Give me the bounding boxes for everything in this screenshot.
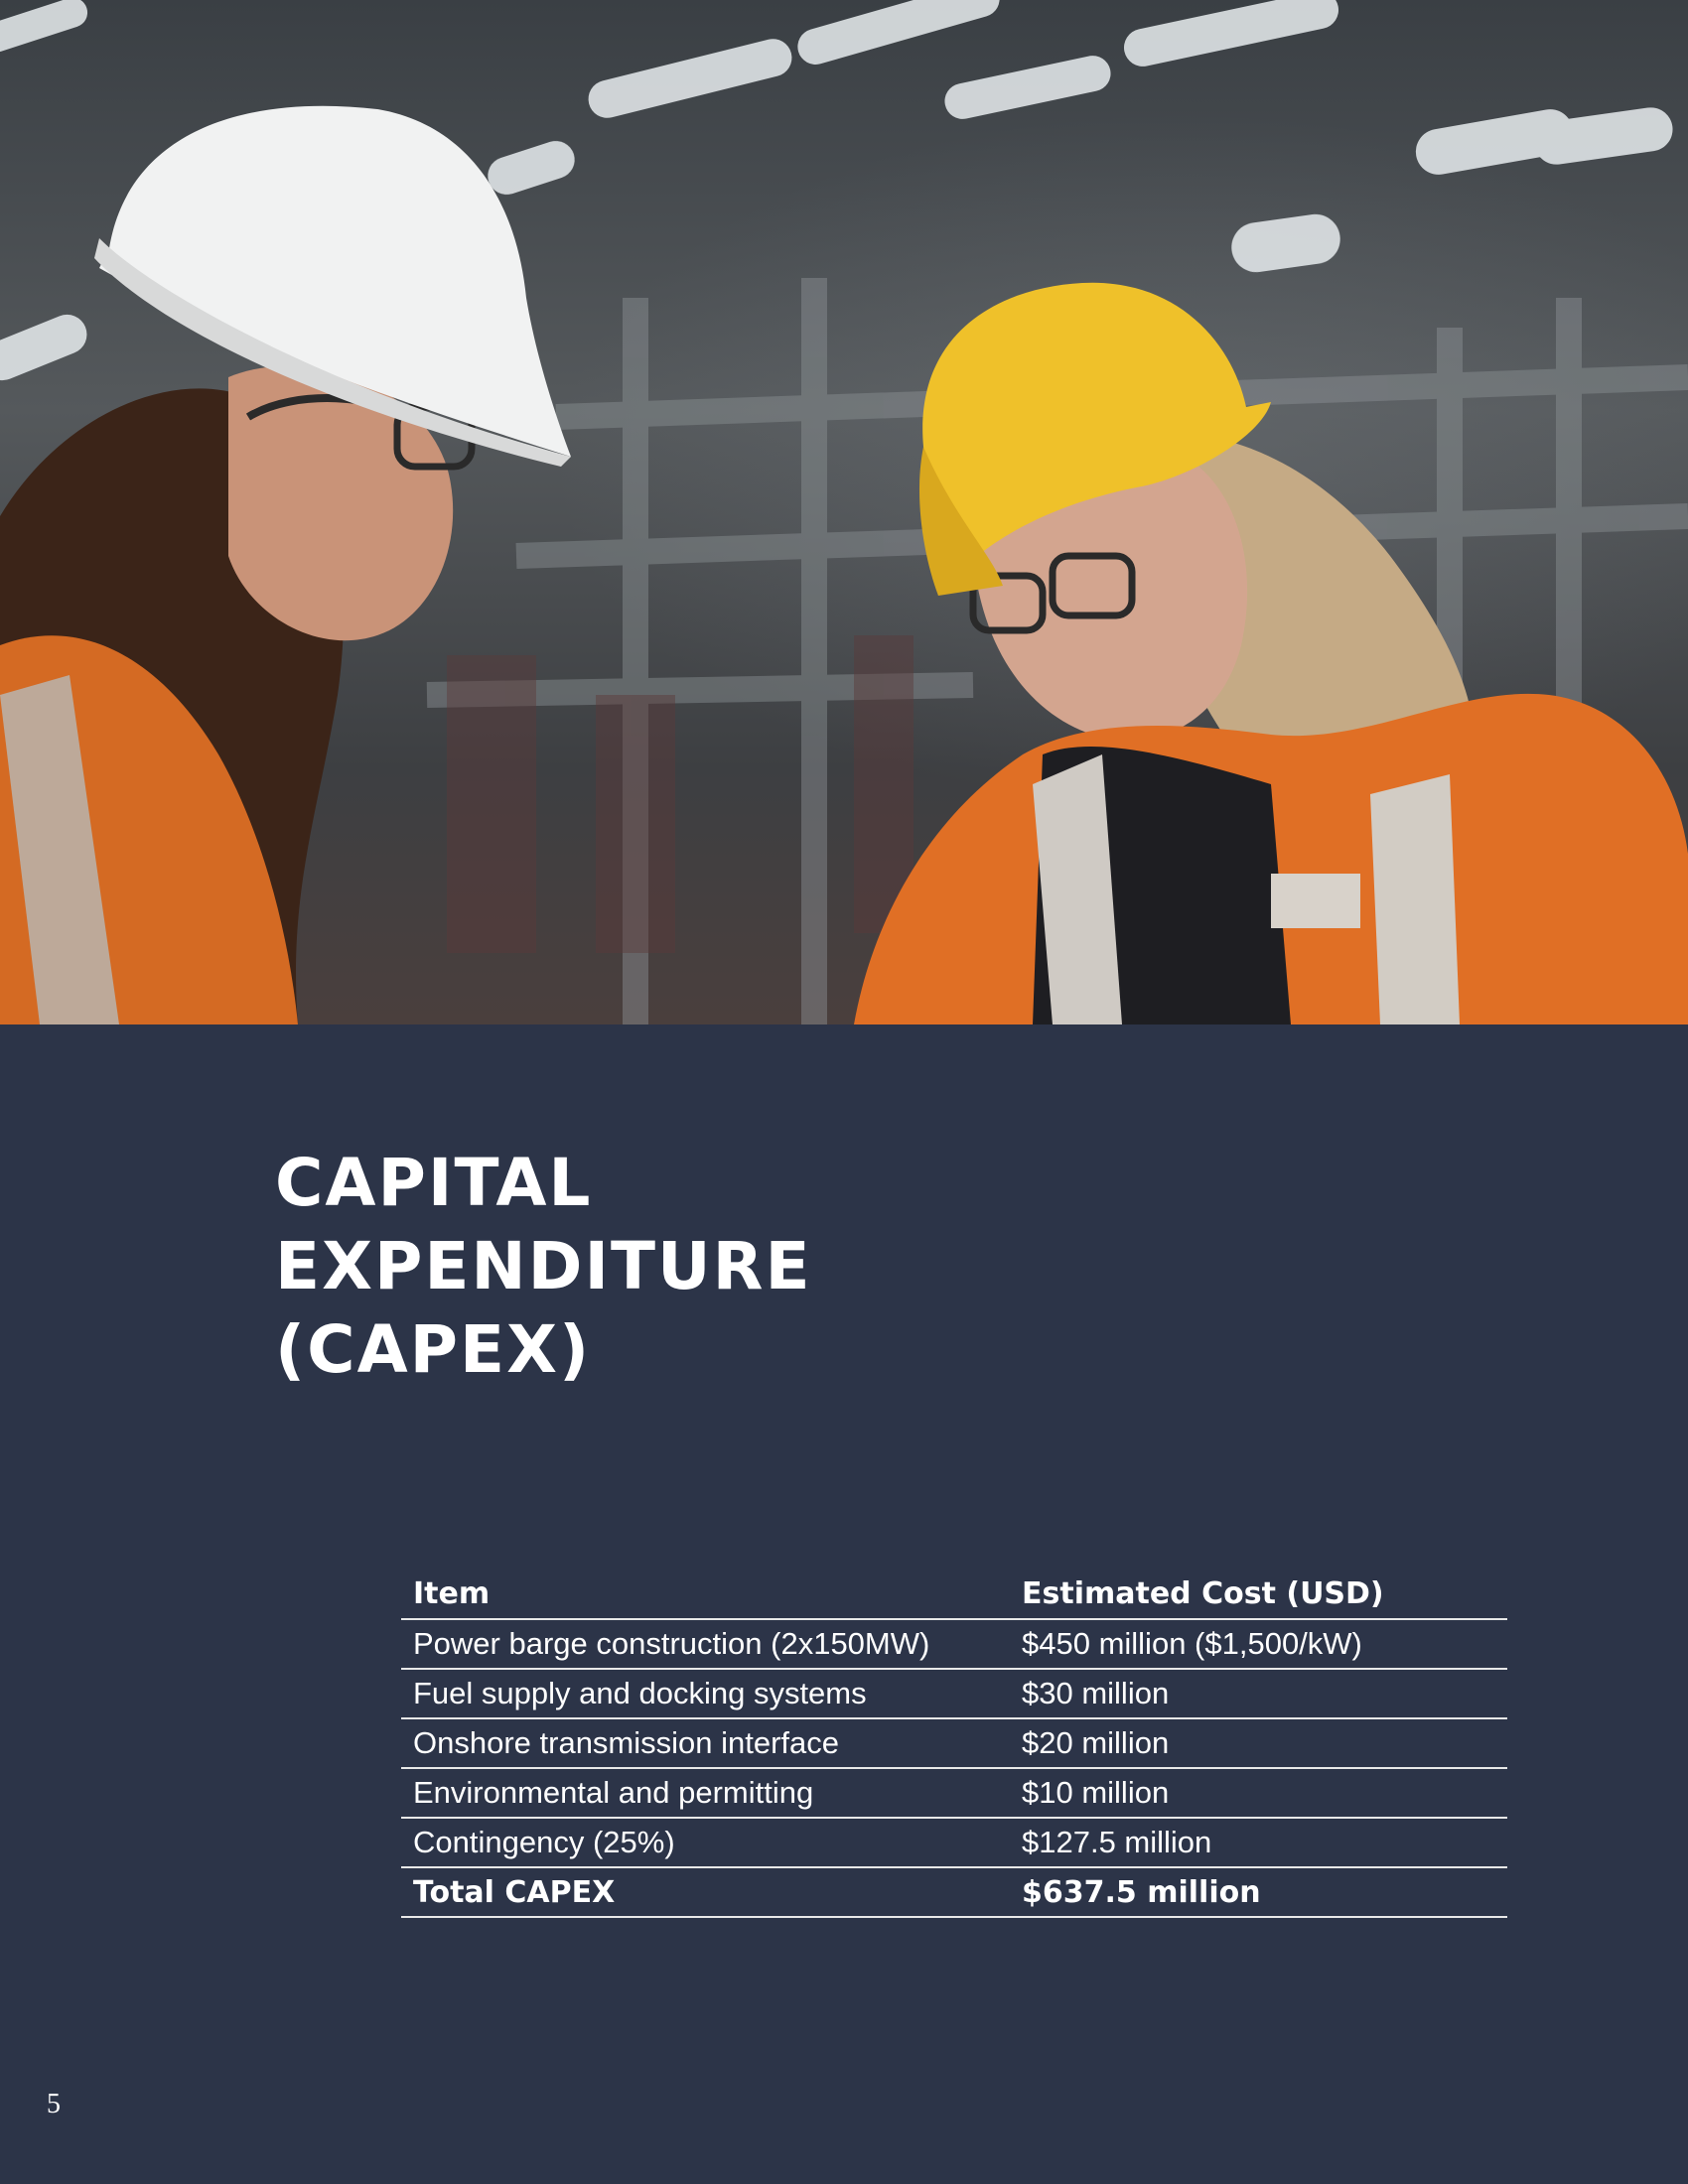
page-title-line-1: CAPITAL <box>275 1145 593 1221</box>
table-header-row <box>401 1569 1507 1619</box>
hero-photo <box>0 0 1688 1024</box>
table-cell-item: Fuel supply and docking systems <box>401 1669 1010 1718</box>
table-row <box>401 1718 1507 1768</box>
column-header-estimated-cost: Estimated Cost (USD) <box>1010 1569 1507 1619</box>
table-cell-item: Contingency (25%) <box>401 1818 1010 1867</box>
page-title-line-3: (CAPEX) <box>275 1311 592 1388</box>
page-title-line-2: EXPENDITURE <box>275 1228 812 1304</box>
table-row <box>401 1768 1507 1818</box>
total-cost: $637.5 million <box>1010 1867 1507 1917</box>
hero-photo-illustration <box>0 0 1688 1024</box>
table-cell-cost: $127.5 million <box>1010 1818 1507 1867</box>
capex-table <box>401 1569 1507 1918</box>
total-label: Total CAPEX <box>401 1867 1010 1917</box>
table-cell-cost: $450 million ($1,500/kW) <box>1010 1619 1507 1669</box>
table-cell-cost: $10 million <box>1010 1768 1507 1818</box>
table-row <box>401 1818 1507 1867</box>
table-row <box>401 1669 1507 1718</box>
table-cell-item: Environmental and permitting <box>401 1768 1010 1818</box>
table-cell-item: Onshore transmission interface <box>401 1718 1010 1768</box>
page-number: 5 <box>47 2089 61 2119</box>
column-header-item: Item <box>401 1569 1010 1619</box>
table-row <box>401 1619 1507 1669</box>
table-cell-cost: $30 million <box>1010 1669 1507 1718</box>
table-cell-item: Power barge construction (2x150MW) <box>401 1619 1010 1669</box>
page-title <box>275 1142 1030 1392</box>
table-total-row <box>401 1867 1507 1917</box>
table-cell-cost: $20 million <box>1010 1718 1507 1768</box>
